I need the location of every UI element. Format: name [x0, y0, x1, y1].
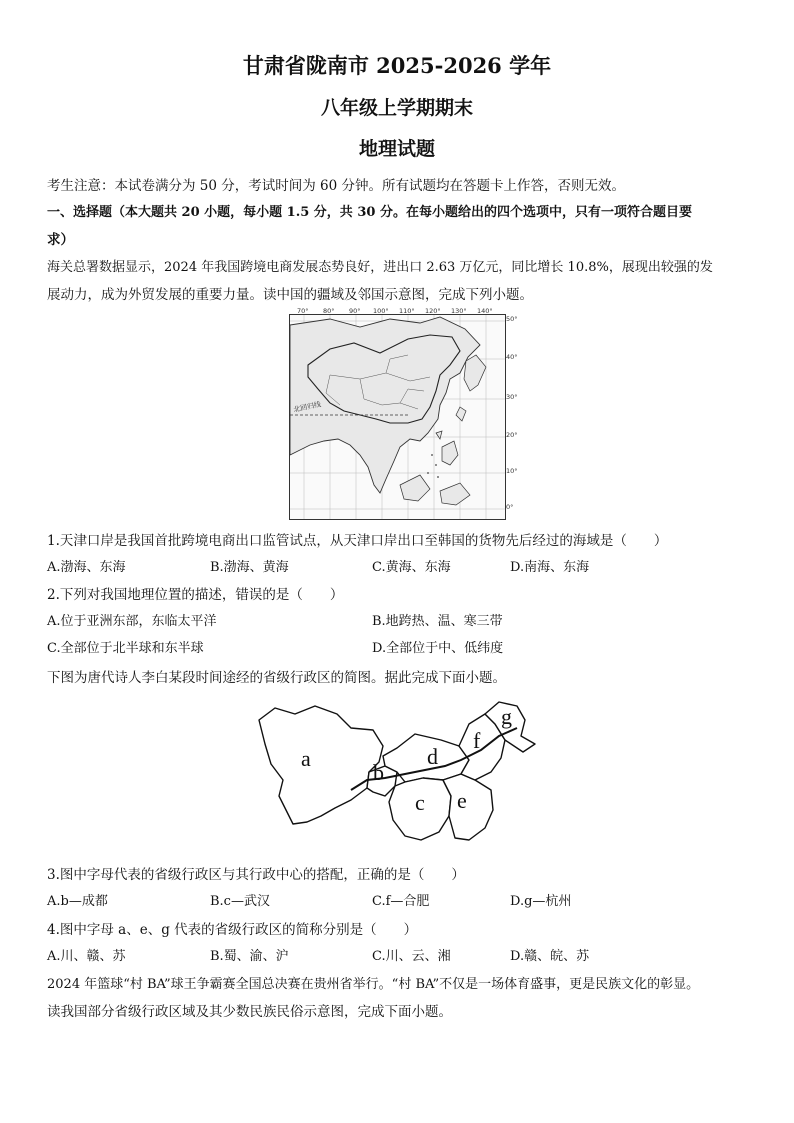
- province-a-shape: [259, 706, 383, 824]
- province-route-map: [255, 700, 545, 848]
- label-f: f: [473, 728, 481, 753]
- q2-option-a[interactable]: A.位于亚洲东部，东临太平洋: [47, 614, 217, 629]
- south-sea-islands: [427, 454, 439, 478]
- q1-option-c[interactable]: C.黄海、东海: [372, 560, 451, 575]
- tropic-label: 北回归线: [292, 400, 322, 414]
- q2-option-d[interactable]: D.全部位于中、低纬度: [372, 641, 504, 656]
- passage-line: 海关总署数据显示，2024 年我国跨境电商发展态势良好，进出口 2.63 万亿元，同比增长 10.8%，展现出较强的发: [47, 260, 713, 275]
- question-2-stem: 2.下列对我国地理位置的描述，错误的是（ ）: [47, 587, 344, 603]
- passage-3-line: 读我国部分省级行政区域及其少数民族民俗示意图，完成下面小题。: [47, 1004, 452, 1020]
- passage-2: 下图为唐代诗人李白某段时间途经的省级行政区的简图。据此完成下面小题。: [47, 670, 506, 686]
- label-g: g: [501, 704, 512, 729]
- label-c: c: [415, 790, 425, 815]
- passage-line: 展动力，成为外贸发展的重要力量。读中国的疆域及邻国示意图，完成下列小题。: [47, 287, 533, 303]
- q4-option-b[interactable]: B.蜀、渝、沪: [210, 949, 289, 964]
- province-e-shape: [443, 774, 493, 840]
- question-1-stem: 1.天津口岸是我国首批跨境电商出口监管试点，从天津口岸出口至韩国的货物先后经过的海域是（ ）: [47, 533, 668, 549]
- exam-title-line3: 地理试题: [358, 138, 435, 160]
- exam-notice: 考生注意：本试卷满分为 50 分，考试时间为 60 分钟。所有试题均在答题卡上作答，否则无效。: [47, 178, 626, 194]
- label-b: b: [373, 760, 384, 785]
- q2-option-b[interactable]: B.地跨热、温、寒三带: [372, 614, 503, 629]
- q1-option-d[interactable]: D.南海、东海: [510, 560, 590, 575]
- q4-option-c[interactable]: C.川、云、湘: [372, 949, 451, 964]
- label-a: a: [301, 746, 311, 771]
- china-territory-map: [289, 314, 506, 520]
- passage-3-line: 2024 年篮球“村 BA”球王争霸赛全国总决赛在贵州省举行。“村 BA”不仅是一场体育盛事，更是民族文化的彰显。: [47, 977, 700, 992]
- label-d: d: [427, 744, 438, 769]
- q1-option-a[interactable]: A.渤海、东海: [47, 560, 126, 575]
- longitude-label-row: 70° 80° 90° 100° 110° 120° 130° 140°: [297, 307, 493, 315]
- question-4-stem: 4.图中字母 a、e、g 代表的省级行政区的简称分别是（ ）: [47, 922, 418, 938]
- exam-title-line2: 八年级上学期期末: [320, 97, 473, 119]
- section-heading: 一、选择题（本大题共 20 小题，每小题 1.5 分，共 30 分。在每小题给出的四个选项中，只有一项符合题目要: [47, 205, 692, 220]
- q4-option-d[interactable]: D.赣、皖、苏: [510, 949, 590, 964]
- q3-option-b[interactable]: B.c—武汉: [210, 894, 270, 909]
- q1-option-b[interactable]: B.渤海、黄海: [210, 560, 289, 575]
- q3-option-d[interactable]: D.g—杭州: [510, 894, 572, 909]
- q2-option-c[interactable]: C.全部位于北半球和东半球: [47, 641, 204, 656]
- q3-option-c[interactable]: C.f—合肥: [372, 894, 430, 909]
- label-e: e: [457, 788, 467, 813]
- q4-option-a[interactable]: A.川、赣、苏: [47, 949, 126, 964]
- q3-option-a[interactable]: A.b—成都: [47, 894, 108, 909]
- latitude-label-column: 50° 40° 30° 20° 10° 0°: [506, 315, 518, 511]
- question-3-stem: 3.图中字母代表的省级行政区与其行政中心的搭配，正确的是（ ）: [47, 867, 465, 883]
- section-heading-cont: 求）: [47, 232, 74, 248]
- exam-title-line1: 甘肃省陇南市 2025-2026 学年: [242, 53, 552, 78]
